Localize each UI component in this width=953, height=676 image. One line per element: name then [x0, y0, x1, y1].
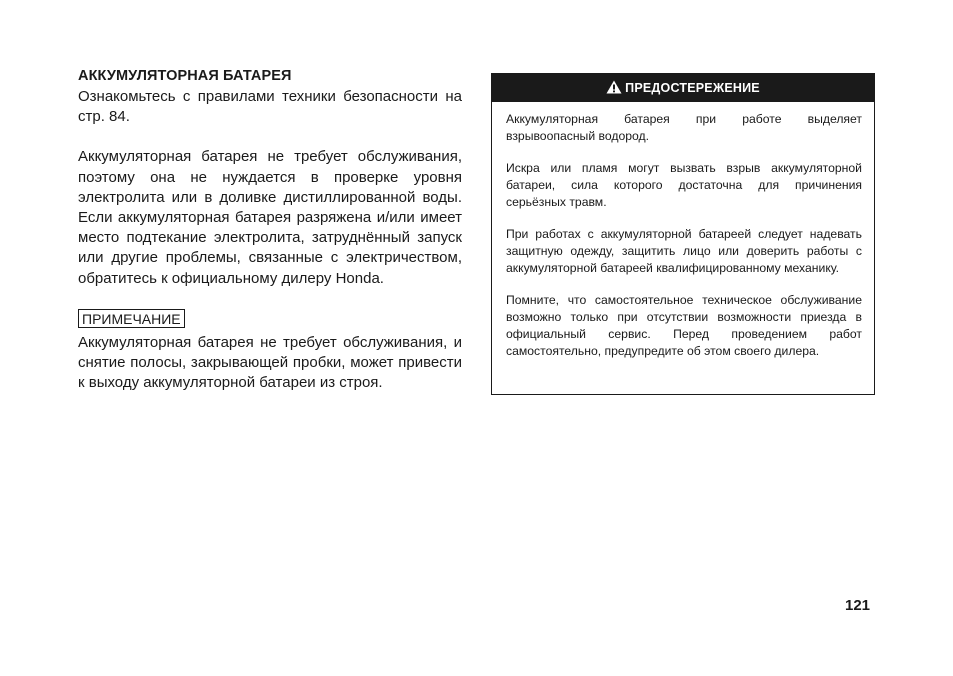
warning-triangle-icon — [606, 80, 622, 94]
warning-paragraph: Помните, что самостоятельное техническое обслуживание возможно только при отсутствии возможности приезда в официальный сервис. Перед проведением работ самостоятельно, предупредите об этом своего дилера. — [506, 293, 862, 358]
section-title: АККУМУЛЯТОРНАЯ БАТАРЕЯ — [78, 68, 292, 84]
warning-box — [491, 73, 875, 395]
intro-paragraph: Ознакомьтесь с правилами техники безопасности на стр. 84. — [78, 88, 462, 126]
left-column — [78, 68, 462, 393]
warning-header-title: ПРЕДОСТЕРЕЖЕНИЕ — [625, 81, 760, 95]
warning-paragraph: Искра или пламя могут вызвать взрыв аккумуляторной батареи, сила которого достаточна для причинения серьёзных травм. — [506, 161, 862, 209]
warning-paragraph: При работах с аккумуляторной батареей следует надевать защитную одежду, защитить лицо или доверить работы с аккумуляторной батареей квалифицированному механику. — [506, 227, 862, 275]
battery-maintenance-paragraph: Аккумуляторная батарея не требует обслуживания, поэтому она не нуждается в проверке уровня электролита или в доливке дистиллированной воды. Если аккумуляторная батарея разряжена и/или имеет место подтекание электролита, затруднённый запуск или другие проблемы, связанные с электричеством, обратитесь к официальному дилеру Honda. — [78, 148, 462, 287]
note-label: ПРИМЕЧАНИЕ — [78, 309, 185, 328]
warning-body — [492, 102, 874, 360]
warning-paragraph: Аккумуляторная батарея при работе выделяет взрывоопасный водород. — [506, 112, 862, 143]
note-paragraph: Аккумуляторная батарея не требует обслуживания, и снятие полосы, закрывающей пробки, может привести к выходу аккумуляторной батареи из строя. — [78, 333, 462, 392]
page-number: 121 — [845, 597, 871, 614]
warning-header — [492, 74, 874, 102]
